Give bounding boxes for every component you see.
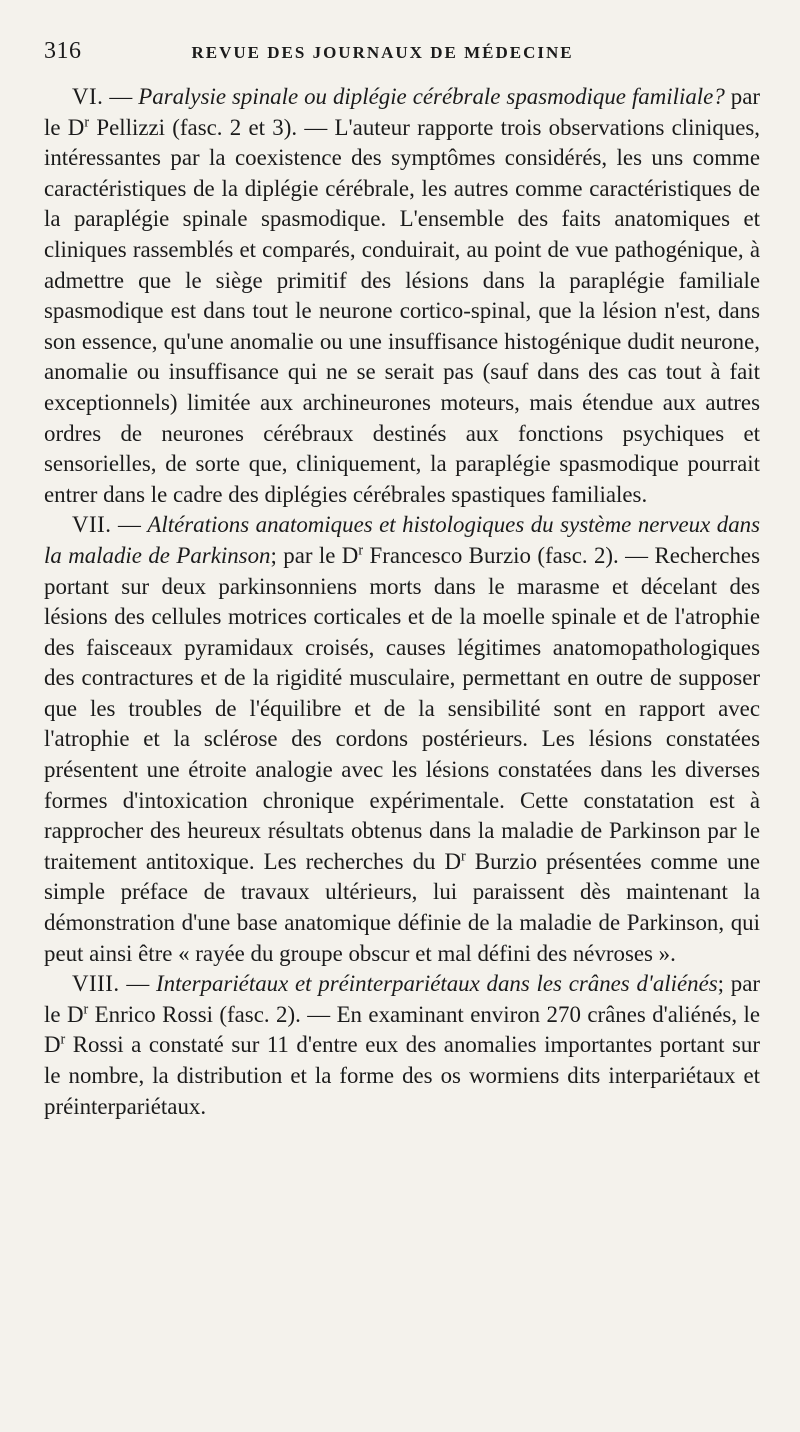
page-number: 316 [44,38,82,64]
author-reference: Francesco Burzio (fasc. 2). [363,542,619,568]
dash: — [618,542,655,568]
byline: ; par le D [270,542,359,568]
byline: par le D [44,84,760,140]
author-reference: Enrico Rossi (fasc. 2). [88,1001,301,1027]
article-body-part-1: En examinant environ 270 crânes d'aliénés, le D [44,1001,760,1058]
article-vii [44,510,760,969]
article-body: L'auteur rapporte trois observations cliniques, intéressantes par la coexistence des symptômes considérés, les uns comme caractéristiques de la diplégie cérébrale, les autres comme caractéristiques de la paraplégie spinale spasmodique. L'ensemble des faits anatomiques et cliniques rassemblés et comparés, conduirait, au point de vue pathogénique, à admettre que le siège primitif des lésions dans la paraplégie familiale spasmodique est dans tout le neurone cortico-spinal, que la lésion n'est, dans son essence, qu'une anomalie ou une insuffisance histogénique dudit neurone, anomalie ou insuffisance qui ne se serait pas (sauf dans des cas tout à fait exceptionnels) limitée aux archineurones moteurs, mais étendue aux autres ordres de neurones cérébraux destinés aux fonctions psychiques et sensorielles, de sorte que, cliniquement, la paraplégie spasmodique pourrait entrer dans le cadre des diplégies cérébrales spastiques familiales. [44,114,760,507]
byline: ; par le D [44,971,760,1027]
article-viii [44,969,760,1122]
dash: — [119,971,157,997]
article-vi [44,82,760,510]
article-title: Paralysie spinale ou diplégie cérébrale spasmodique familiale? [138,84,725,109]
article-body-part-2: Burzio présentées comme une simple préface de travaux ultérieurs, lui paraissent dès maintenant la démonstration d'une base anatomique définie de la maladie de Parkinson, qui peut ainsi être « rayée du groupe obscur et mal défini des névroses ». [44,848,760,966]
dash: — [111,512,148,538]
running-head [44,38,760,82]
article-number: VIII. [72,971,120,997]
article-title: Altérations anatomiques et histologiques du système nerveux dans la maladie de Parkinson [44,512,761,568]
journal-title: REVUE DES JOURNAUX DE MÉDECINE [191,43,574,62]
article-body-part-2: Rossi a constaté sur 11 d'entre eux des anomalies importantes portant sur le nombre, la distribution et la forme des os wormiens dits interpariétaux et préinterpariétaux. [44,1032,760,1119]
title-superscript: r [84,113,90,130]
article-number: VI. [72,84,104,109]
author-reference: Pellizzi (fasc. 2 et 3). [89,114,298,140]
article-title: Interpariétaux et préinterpariétaux dans les crânes d'aliénés [156,971,718,997]
body-superscript: r [461,848,466,865]
title-superscript: r [358,542,364,559]
article-number: VII. [72,512,112,538]
title-superscript: r [83,1001,89,1018]
dash: — [297,114,335,140]
article-body-part-1: Recherches portant sur deux parkinsonniens morts dans le marasme et décelant des lésions des cellules motrices corticales et de la moelle spinale et de l'atrophie des faisceaux pyramidaux croisés, causes légitimes anatomopathologiques des contractures et de la rigidité musculaire, permettant en outre de supposer que les troubles de l'équilibre et de la sensibilité sont en rapport avec l'atrophie et la sclérose des cordons postérieurs. Les lésions constatées présentent une étroite analogie avec les lésions constatées dans les diverses formes d'intoxication chronique expérimentale. Cette constatation est à rapprocher des heureux résultats obtenus dans la maladie de Parkinson par le traitement antitoxique. Les recherches du D [44,542,760,874]
body-superscript: r [60,1031,66,1048]
dash: — [103,84,139,109]
dash: — [300,1001,337,1027]
